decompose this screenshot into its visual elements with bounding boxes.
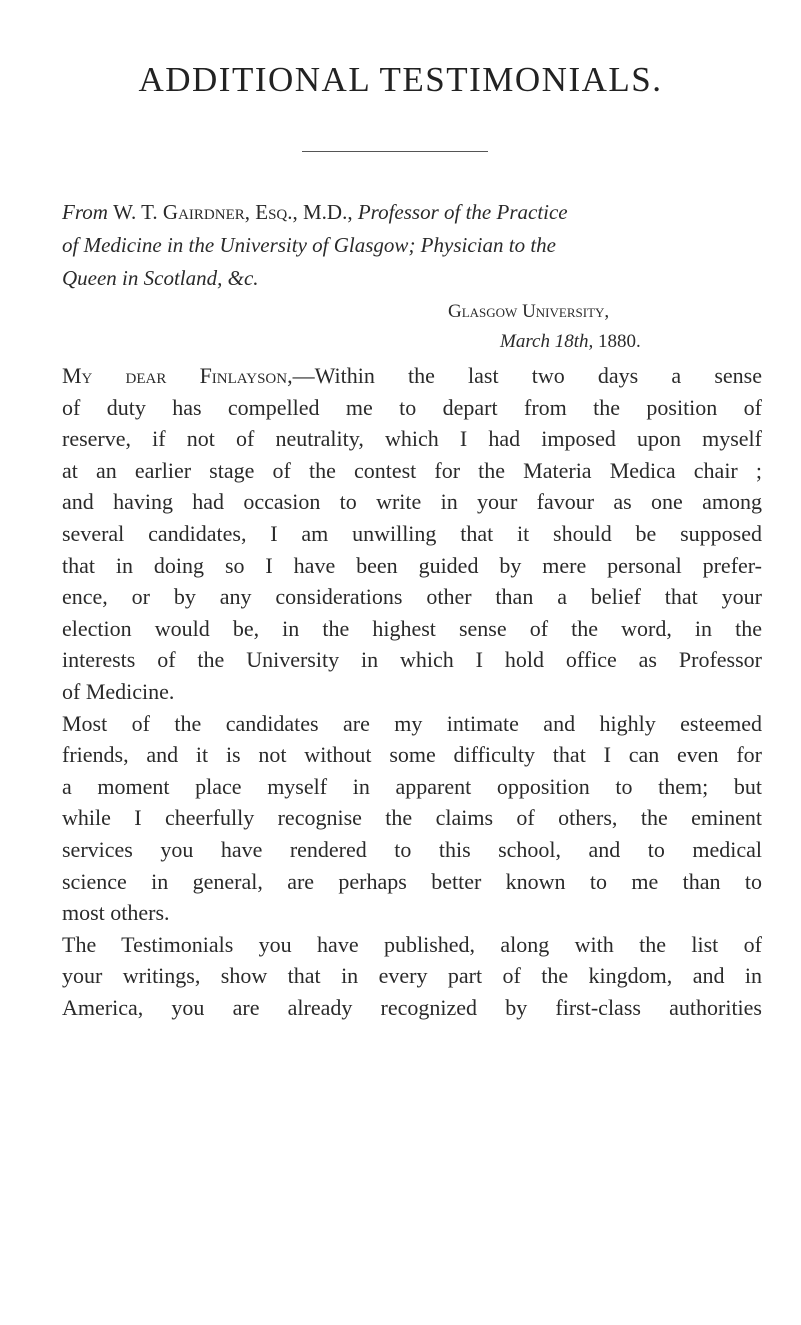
body-line: reserve, if not of neutrality, which I had imposed upon myself (62, 426, 762, 452)
body-line: My dear Finlayson,—Within the last two days a sense (62, 363, 762, 388)
page-title: ADDITIONAL TESTIMONIALS. (138, 60, 663, 99)
body-line: of duty has compelled me to depart from the position of (62, 394, 762, 420)
heading-role: Professor of the Practice (357, 200, 568, 224)
body-line: most others. (62, 900, 170, 926)
dateline-year: 1880. (597, 331, 641, 352)
body-line: ence, or by any considerations other than a belief that your (62, 584, 762, 610)
body-line: a moment place myself in apparent opposition to them; but (62, 773, 762, 799)
title-divider (302, 151, 488, 152)
body-line: Most of the candidates are my intimate and highly esteemed (62, 710, 762, 736)
letter-salutation: My dear Finlayson, (62, 363, 293, 388)
heading-line-3: Queen in Scotland, &c. (62, 266, 259, 290)
heading-author: W. T. Gairdner, Esq., M.D., (113, 200, 353, 224)
dateline-month: March 18th, (500, 331, 594, 352)
testimonial-heading (62, 196, 762, 295)
body-line: at an earlier stage of the contest for the Materia Medica chair ; (62, 457, 762, 483)
body-line: America, you are already recognized by first-class authorities (62, 994, 762, 1020)
body-line: The Testimonials you have published, along with the list of (62, 931, 762, 957)
body-line: while I cheerfully recognise the claims of others, the eminent (62, 805, 762, 831)
body-line: science in general, are perhaps better known to me than to (62, 868, 762, 894)
dateline-date (448, 327, 641, 357)
body-line: interests of the University in which I hold office as Professor (62, 647, 762, 673)
body-line: election would be, in the highest sense of the word, in the (62, 615, 762, 641)
heading-from: From (62, 200, 108, 224)
body-line: friends, and it is not without some difficulty that I can even for (62, 742, 762, 768)
body-line: services you have rendered to this school, and to medical (62, 836, 762, 862)
body-line: that in doing so I have been guided by mere personal prefer- (62, 552, 762, 578)
heading-line-1 (62, 196, 762, 229)
letter-body (62, 360, 762, 1023)
dateline-institution: Glasgow University, (448, 301, 610, 322)
body-line: several candidates, I am unwilling that it should be supposed (62, 520, 762, 546)
letter-dateline (448, 297, 641, 357)
body-line: of Medicine. (62, 678, 175, 704)
heading-line-2: of Medicine in the University of Glasgow; Physician to the (62, 233, 556, 257)
body-line: and having had occasion to write in your favour as one among (62, 489, 762, 515)
body-line: your writings, show that in every part of the kingdom, and in (62, 963, 762, 989)
